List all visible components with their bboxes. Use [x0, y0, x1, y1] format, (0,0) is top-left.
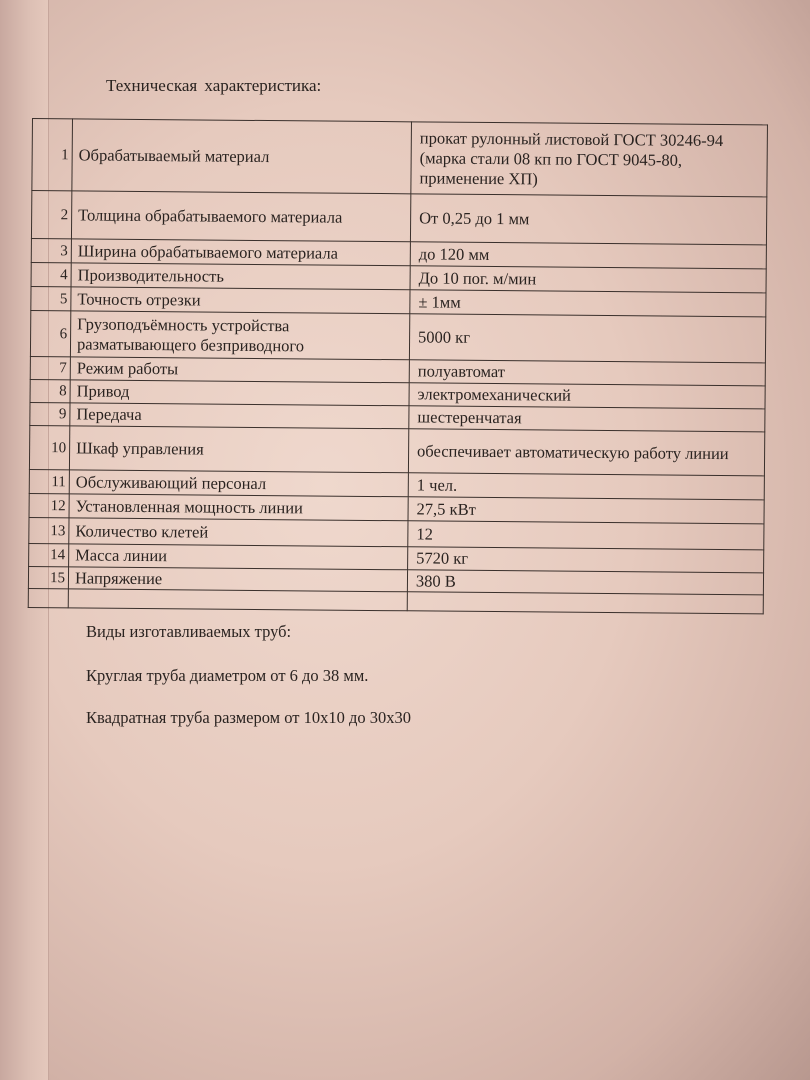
row-number: 10	[29, 425, 69, 469]
value-cell: 380 В	[407, 570, 763, 595]
row-number: 2	[31, 191, 71, 239]
document-heading: Техническая характеристика:	[106, 76, 322, 95]
parameter-cell: Грузоподъёмность устройства разматывающего безприводного	[70, 311, 409, 360]
parameter-cell: Режим работы	[70, 357, 409, 383]
value-cell: До 10 пог. м/мин	[410, 266, 766, 293]
parameter-cell: Обрабатываемый материал	[72, 119, 412, 194]
value-cell: 1 чел.	[408, 473, 764, 500]
row-number: 1	[32, 119, 73, 191]
row-number: 6	[30, 310, 70, 356]
round-pipe-text: Круглая труба диаметром от 6 до 38 мм.	[86, 666, 369, 685]
row-number: 3	[31, 238, 71, 262]
parameter-cell: Передача	[70, 403, 409, 429]
empty-cell	[28, 588, 68, 607]
row-number: 12	[29, 493, 69, 517]
row-number: 15	[28, 566, 68, 588]
value-cell: 5000 кг	[409, 314, 765, 363]
spec-table	[28, 118, 768, 614]
row-number: 14	[29, 543, 69, 566]
row-number: 8	[30, 379, 70, 402]
value-cell: От 0,25 до 1 мм	[410, 194, 766, 245]
table-row	[30, 310, 765, 362]
row-number: 5	[31, 286, 71, 310]
table-row	[29, 425, 764, 475]
value-cell: шестеренчатая	[409, 406, 765, 432]
parameter-cell: Количество клетей	[69, 518, 408, 547]
value-cell: прокат рулонный листовой ГОСТ 30246-94 (марка стали 08 кп по ГОСТ 9045-80, применение ХП)	[411, 122, 768, 197]
value-cell: 27,5 кВт	[408, 497, 764, 524]
table-row	[32, 119, 768, 197]
value-cell: 5720 кг	[408, 547, 764, 573]
parameter-cell: Установленная мощность линии	[69, 494, 408, 521]
value-cell: до 120 мм	[410, 242, 766, 269]
parameter-cell: Масса линии	[69, 544, 408, 570]
parameter-cell: Обслуживающий персонал	[69, 470, 408, 497]
row-number: 4	[31, 262, 71, 286]
square-pipe-text: Квадратная труба размером от 10х10 до 30х30	[86, 708, 411, 727]
value-cell: ± 1мм	[410, 290, 766, 317]
parameter-cell: Шкаф управления	[69, 426, 408, 473]
row-number: 13	[29, 517, 69, 543]
value-cell: 12	[408, 521, 764, 550]
parameter-cell: Точность отрезки	[71, 287, 410, 314]
value-cell: обеспечивает автоматическую работу линии	[408, 429, 764, 476]
value-cell: полуавтомат	[409, 360, 765, 386]
parameter-cell: Толщина обрабатываемого материала	[71, 191, 410, 242]
parameter-cell: Привод	[70, 380, 409, 406]
pipe-types-title: Виды изготавливаемых труб:	[86, 622, 292, 641]
table-row	[31, 191, 766, 245]
parameter-cell: Ширина обрабатываемого материала	[71, 239, 410, 266]
row-number: 11	[29, 469, 69, 493]
empty-cell	[407, 592, 763, 614]
empty-cell	[68, 589, 407, 611]
parameter-cell: Напряжение	[68, 567, 407, 592]
row-number: 7	[30, 356, 70, 379]
parameter-cell: Производительность	[71, 263, 410, 290]
value-cell: электромеханический	[409, 383, 765, 409]
row-number: 9	[30, 402, 70, 425]
